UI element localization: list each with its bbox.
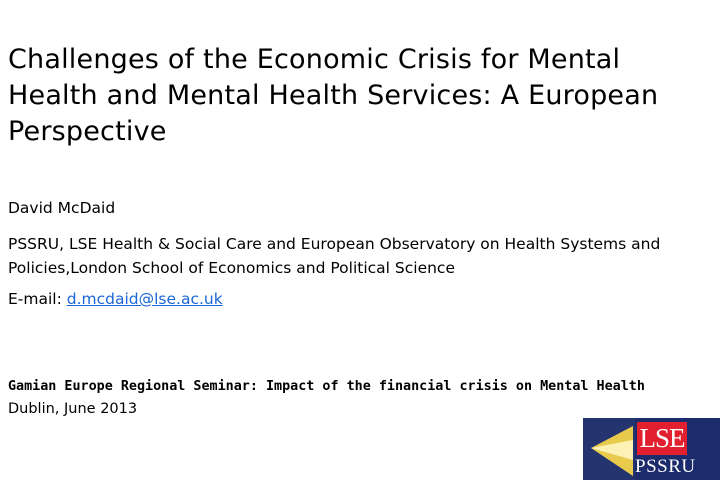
email-link[interactable]: d.mcdaid@lse.ac.uk	[66, 290, 223, 308]
logo-pssru-text: PSSRU	[635, 456, 696, 477]
email-line	[8, 289, 223, 309]
seminar-title: Gamian Europe Regional Seminar: Impact of the financial crisis on Mental Health	[8, 379, 645, 394]
seminar-location-date: Dublin, June 2013	[8, 401, 138, 417]
author-affiliation: PSSRU, LSE Health & Social Care and European Observatory on Health Systems and Policies,London School of Economics and Political Science	[8, 235, 661, 277]
logo-lse-text: LSE	[637, 422, 687, 455]
author-name: David McDaid	[8, 199, 116, 217]
lse-pssru-logo	[583, 418, 720, 480]
email-label: E-mail:	[8, 290, 67, 308]
page-title: Challenges of the Economic Crisis for Mental Health and Mental Health Services: A European Perspective	[8, 44, 659, 147]
